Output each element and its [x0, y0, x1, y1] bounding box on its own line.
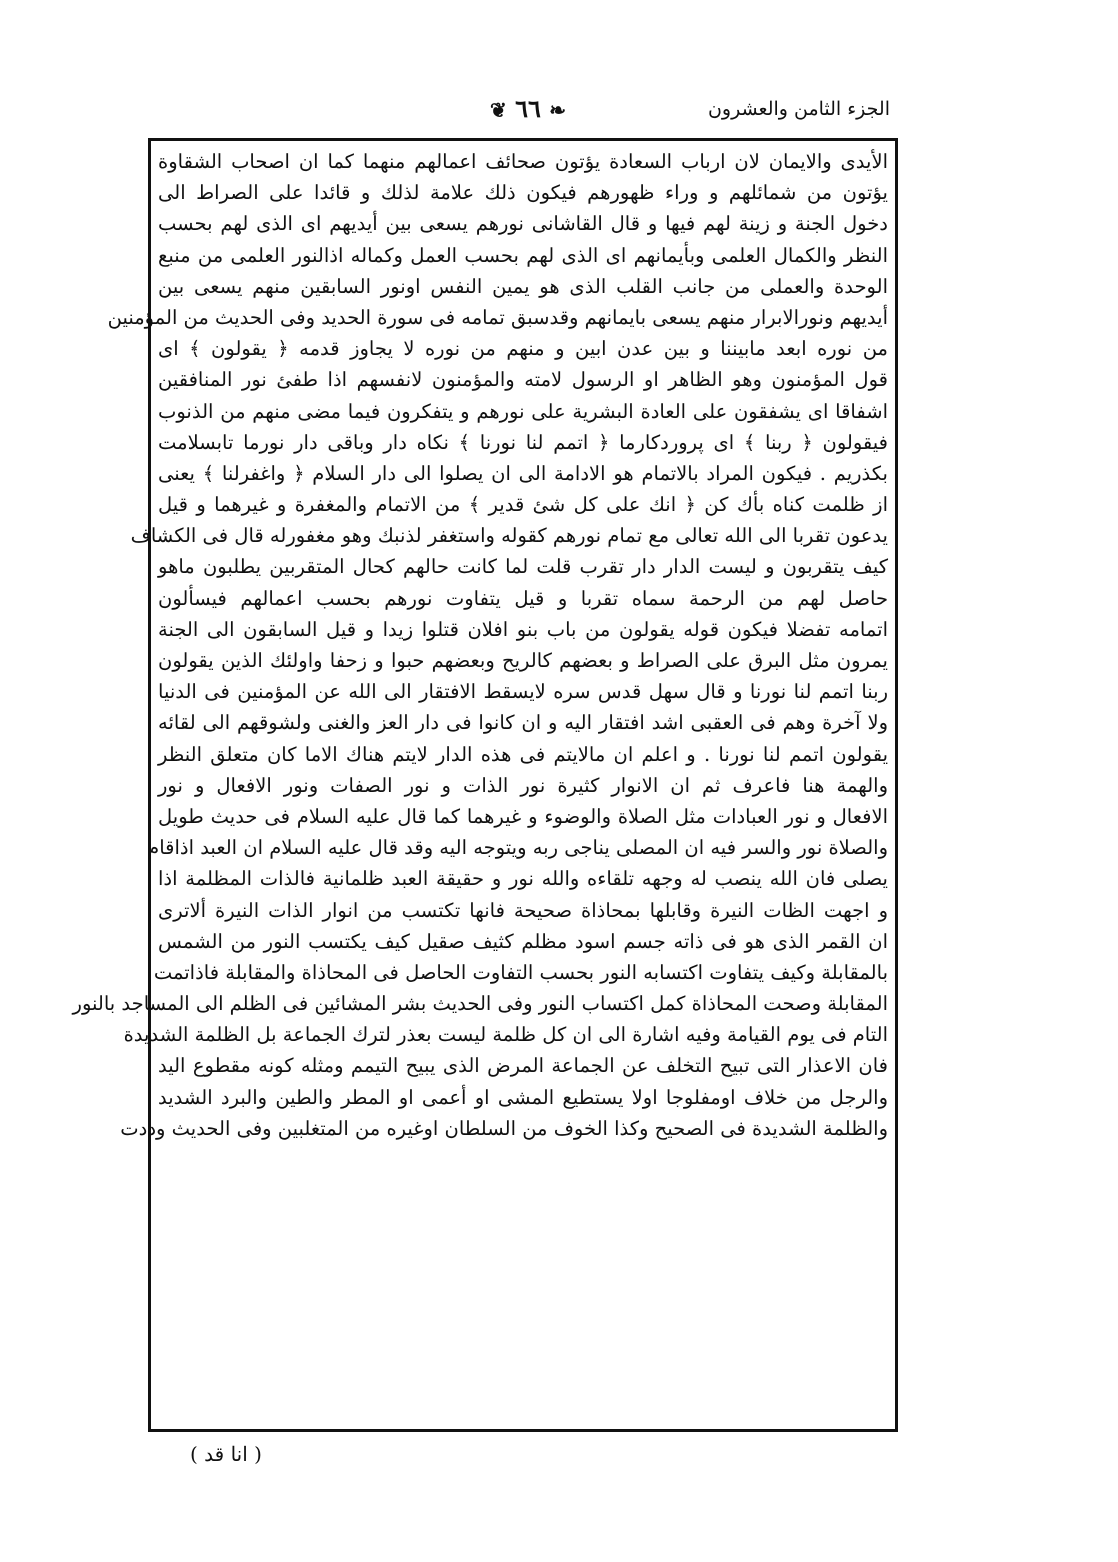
text-line: قول المؤمنون وهو الظاهر او الرسول لامته والمؤمنون لانفسهم اذا طفئ نور المنافقين — [158, 368, 888, 392]
text-line: و اجهت الظات النيرة وقابلها بمحاذاة صحيحة فانها تكتسب من انوار الذات النيرة ألاترى — [158, 898, 888, 922]
text-line: أيديهم ونورالابرار منهم يسعى بايمانهم وقدسبق تمامه فى سورة الحديد وفى الحديث من المؤمنين — [107, 305, 888, 329]
text-line: از ظلمت كناه بأك كن ﴿ انك على كل شئ قدير ﴾ من الاتمام والمغفرة و غيرهما و قيل — [158, 493, 888, 517]
text-line: التام فى يوم القيامة وفيه اشارة الى ان كل ظلمة ليست بعذر لترك الجماعة بل الظلمة الشديدة — [123, 1023, 888, 1047]
text-line: كيف يتقربون و ليست الدار دار تقرب قلت لما كانت حالهم كحال المتقربين يطلبون ماهو — [158, 555, 888, 579]
text-line: المقابلة وصحت المحاذاة كمل اكتساب النور وفى الحديث بشر المشائين فى الظلم الى المساجد بالنور — [72, 992, 888, 1016]
catchword: ( انا قد ) — [190, 1442, 262, 1466]
text-line: بالمقابلة وكيف يتفاوت اكتسابه النور بحسب التفاوت الحاصل فى المحاذاة والمقابلة فاذاتمت — [153, 960, 888, 984]
text-line: ولا آخرة وهم فى العقبى اشد افتقار اليه و ان كانوا فى دار العز والغنى ولشوقهم الى لقائه — [158, 711, 888, 735]
text-line: يصلى فان الله ينصب له وجهه تلقاءه والله نور و حقيقة العبد ظلمانية فالذات المظلمة اذا — [158, 867, 888, 891]
text-line: الافعال و نور العبادات مثل الصلاة والوضوء و غيرهما كما قال عليه السلام فى حديث طويل — [158, 804, 888, 828]
body-text — [72, 146, 888, 1426]
text-line: والصلاة نور والسر فيه ان المصلى يناجى ربه ويتوجه اليه وقد قال عليه السلام ان العبد اذاقام — [147, 836, 888, 860]
text-line: ان القمر الذى هو فى ذاته جسم اسود مظلم كثيف صقيل كيف يكتسب النور من الشمس — [158, 929, 888, 953]
text-line: والرجل من خلاف اومفلوجا اولا يستطيع المشى او أعمى او المطر والطين والبرد الشديد — [158, 1085, 888, 1109]
running-title: الجزء الثامن والعشرون — [707, 98, 890, 120]
text-line: بكذريم . فيكون المراد بالاتمام هو الادامة الى ان يصلوا الى دار السلام ﴿ واغفرلنا ﴾ يعنى — [158, 461, 888, 485]
text-line: يقولون اتمم لنا نورنا . و اعلم ان مالايتم فى هذه الدار لايتم هناك الاما كان متعلق النظر — [158, 742, 888, 766]
text-line: حاصل لهم من الرحمة سماه تقربا و قيل يتفاوت نورهم بحسب اعمالهم فيسألون — [158, 586, 888, 610]
text-line: يمرون مثل البرق على الصراط و بعضهم كالريح وبعضهم حبوا و زحفا واولئك الذين يقولون — [158, 649, 888, 672]
ornament-left-icon: ❦ — [490, 98, 507, 122]
page-number-group — [490, 94, 566, 123]
text-line: فان الاعذار التى تبيح التخلف عن الجماعة المرض الذى يبيح التيمم ومثله كونه مقطوع اليد — [158, 1054, 888, 1078]
text-line: النظر والكمال العلمى وبأيمانهم اى الذى لهم بحسب العمل وكماله اذالنور العلمى من منبع — [158, 243, 888, 267]
text-line: دخول الجنة و زينة لهم فيها و قال القاشانى نورهم يسعى بين أيديهم اى الذى لهم بحسب — [158, 212, 888, 236]
text-line: فيقولون ﴿ ربنا ﴾ اى پروردكارما ﴿ اتمم لنا نورنا ﴾ نكاه دار وباقى دار نورما تابسلامت — [158, 430, 888, 454]
text-line: يدعون تقربا الى الله تعالى مع تمام نورهم كقوله واستغفر لذنبك وهو مغفورله قال فى الكشاف — [130, 524, 888, 548]
ornament-right-icon: ❧ — [549, 98, 567, 122]
text-line: الأيدى والايمان لان ارباب السعادة يؤتون صحائف اعمالهم منهما كما ان اصحاب الشقاوة — [158, 150, 888, 173]
text-line: والهمة هنا فاعرف ثم ان الانوار كثيرة نور الذات و نور الصفات ونور الافعال و نور — [158, 773, 888, 797]
page-number: ٦٦ — [515, 94, 541, 123]
text-line: الوحدة والعملى من جانب القلب الذى هو يمين النفس اونور السابقين منهم يسعى بين — [158, 274, 888, 298]
text-line: ربنا اتمم لنا نورنا و قال سهل قدس سره لايسقط الافتقار الى الله عن المؤمنين فى الدنيا — [158, 680, 888, 704]
text-line: والظلمة الشديدة فى الصحيح وكذا الخوف من السلطان اوغيره من المتغلبين وفى الحديث وددت — [120, 1116, 888, 1140]
text-line: يؤتون من شمائلهم و وراء ظهورهم فيكون ذلك علامة لذلك و قائدا على الصراط الى — [158, 181, 888, 205]
text-line: من نوره ابعد مابيننا و بين عدن ابين و منهم من نوره لا يجاوز قدمه ﴿ يقولون ﴾ اى — [158, 337, 888, 361]
page-header — [150, 92, 898, 136]
text-line: اشفاقا اى يشفقون على العادة البشرية على نورهم و يتفكرون فيما مضى منهم من الذنوب — [158, 399, 888, 423]
text-line: اتمامه تفضلا فيكون قوله يقولون من باب بنو افلان قتلوا زيدا و قيل السابقون الى الجنة — [158, 617, 888, 641]
